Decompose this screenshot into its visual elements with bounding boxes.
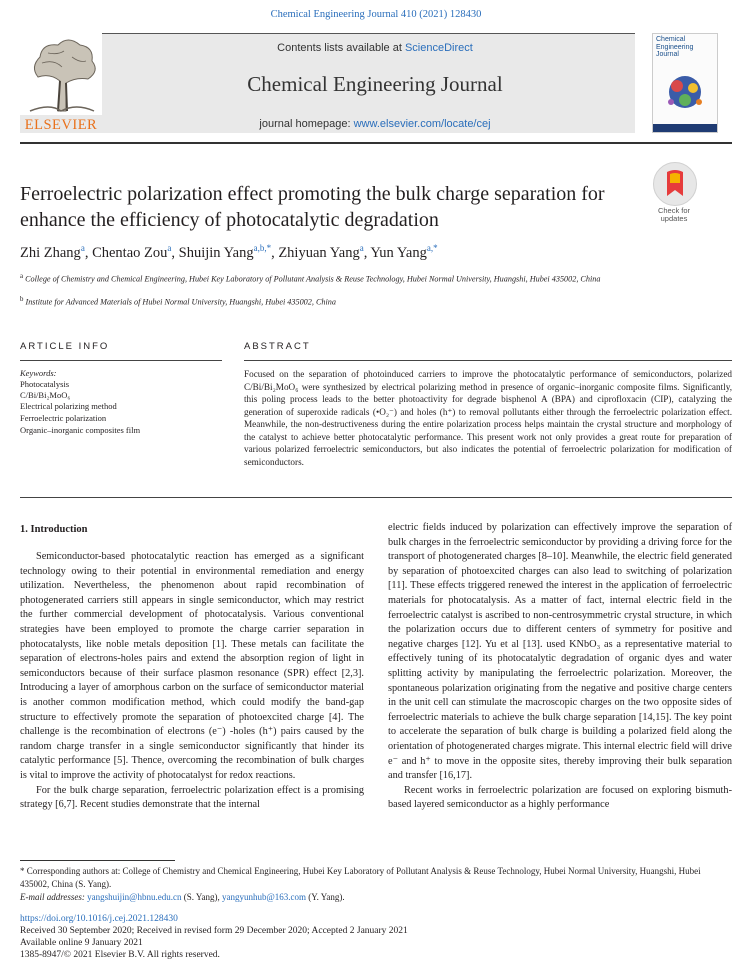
keyword: Electrical polarizing method bbox=[20, 401, 117, 411]
right-column bbox=[388, 521, 732, 813]
journal-name: Chemical Engineering Journal bbox=[247, 72, 503, 96]
keyword: Ferroelectric polarization bbox=[20, 413, 107, 423]
author[interactable]: Yun Yang$^{a,*}$ bbox=[370, 243, 438, 261]
received-dates: Received 30 September 2020; Received in revised form 29 December 2020; Accepted 2 January 2021 bbox=[20, 926, 408, 936]
elsevier-tree-logo bbox=[20, 33, 102, 115]
journal-homepage bbox=[150, 118, 600, 130]
publisher-logo-text: ELSEVIER bbox=[24, 117, 98, 133]
email-addresses: E-mail addresses: yangshuijin@hbnu.edu.cn (S. Yang), yangyunhub@163.com (Y. Yang). bbox=[20, 892, 345, 902]
homepage-prefix: journal homepage: bbox=[259, 118, 354, 130]
abstract-rule bbox=[244, 360, 732, 361]
cover-bottom-band bbox=[653, 124, 717, 132]
abstract-text: Focused on the separation of photoinduced carriers to improve the photocatalytic performance of semiconductors, polarized C/Bi/Bi₂MoO₆ were synthesized by electrical polarizing method in presence of organic–inorganic composite films. Significantly, this poling process leads to the better photoactivity for degrade bisphenol A (BPA) and ciprofloxacin (CIP), catalyzing the generation of superoxide radicals (•O₂⁻) and holes (h⁺) to removal pollutants either through the ferroelectric polarization effect. Meanwhile, the non-destructiveness during the entire polarization process helps maintain the crystal structure and morphology of the catalyst to achieve better photocatalytic performance. This present work not only provides a great route for preparation of various polarized ferroelectric semiconductors, but also indicates the potential of ferroelectric polarization for modification of semiconductors. bbox=[244, 369, 732, 467]
abstract-heading: ABSTRACT bbox=[244, 341, 311, 352]
homepage-link[interactable]: www.elsevier.com/locate/cej bbox=[353, 118, 491, 130]
keyword: C/Bi/Bi₂MoO₆ bbox=[20, 390, 71, 400]
keyword: Organic–inorganic composites film bbox=[20, 425, 141, 435]
author[interactable]: Chentao Zou$^a$ bbox=[92, 243, 172, 261]
cover-title: Chemical Engineering Journal bbox=[656, 36, 694, 58]
paragraph: electric fields induced by polarization can effectively improve the separation of bulk charges in the ferroelectric semiconductor by providing a driving force for the transport of photogenerated charges [8–10]. Meanwhile, the electric field generated by separation of photoexcited charges can also lead to switching of polarization [11]. These effects triggered renewed the interest in the application of ferroelectric materials for photocatalysis. As a matter of fact, internal electric field in the ferroelectric catalyst is ascribed to non-centrosymmetric crystal structure, in which the polarization occurs due to different centers of symmetry for positive and negative charges [12]. Yu et al [13]. used KNbO₃ as a representative material to effectively tuning of its photocatalytic degradation of organic dyes and water splitting activity by manipulating the ferroelectric polarization. Moreover, the spontaneous polarization originating from the negative and positive charge centers in the unit cell can stimulate the macroscopic charges on the two opposite sides of ferroelectric materials to achieve the bulk charge separation [14,15]. The key point to accelerate the separation of bulk charge is building a polarized field along the orientation of photogenerated charges migrate. This internal electric field will drive e⁻ and h⁺ to move in the opposite sites, thereby improving their bulk separation and transfer [16,17]. bbox=[388, 522, 732, 782]
paragraph: Recent works in ferroelectric polarization are focused on exploring bismuth-based layered semiconductor as a highly performance bbox=[388, 784, 732, 811]
email-link[interactable]: yangyunhub@163.com bbox=[221, 892, 306, 902]
copyright: 1385-8947/© 2021 Elsevier B.V. All rights reserved. bbox=[20, 950, 220, 960]
corresponding-author-note: * Corresponding authors at: College of Chemistry and Chemical Engineering, Hubei Key Laboratory of Pollutant Analysis & Reuse Technology, Hubei Normal University, Huangshi, Hubei 435002, China (S. Yang). bbox=[20, 866, 701, 889]
contents-prefix: Contents lists available at bbox=[277, 42, 405, 54]
article-title: Ferroelectric polarization effect promoting the bulk charge separation for enhance the efficiency of photocatalytic degradation bbox=[20, 183, 605, 231]
left-column bbox=[20, 550, 364, 813]
paragraph: Semiconductor-based photocatalytic reaction has emerged as a significant technology owing to their potential in environmental remediation and energy utilization. Nevertheless, the phenomenon about rapid recombination of photogenerated carriers still appears in single semiconductor, which may restrict the further commercial development of photocatalysis. Various conventional strategies have been employed to promote the charge carrier separation in photocatalysts, like noble metals deposition [1]. These metals can facilitate the separation of electrons-holes pairs and extend the absorption region of light in semiconductors because of their surface plasmon resonance (SPR) effect [2,3]. Introducing a layer of amorphous carbon on the surface of semiconductor material is another common modification method, which could modify the band-gap structure to effectively promote the separation of photoexcited charge [4]. The challenge is the recombination of electrons (e⁻) -holes (h⁺) pairs caused by the random charge transfer in a single semiconductor significantly that hinder its catalytic performance [5]. Thence, overcoming the recombination of bulk charges is vital to improve the activity of photocatalyst for redox reactions. bbox=[20, 551, 364, 781]
footnote-rule bbox=[20, 860, 175, 861]
paragraph: For the bulk charge separation, ferroelectric polarization effect is a promising strategy [6,7]. Recent studies demonstrate that the internal bbox=[20, 784, 364, 811]
journal-citation[interactable]: Chemical Engineering Journal 410 (2021) 128430 bbox=[270, 9, 482, 20]
author[interactable]: Zhiyuan Yang$^a$ bbox=[278, 243, 364, 261]
check-for-updates-badge[interactable] bbox=[653, 162, 697, 206]
available-online: Available online 9 January 2021 bbox=[20, 938, 143, 948]
article-info-rule bbox=[20, 360, 222, 361]
keyword: Photocatalysis bbox=[20, 379, 70, 389]
journal-cover-thumbnail[interactable] bbox=[652, 33, 718, 133]
cover-illustration-icon bbox=[661, 68, 709, 116]
article-info-heading: ARTICLE INFO bbox=[20, 341, 110, 352]
section-heading-introduction: 1. Introduction bbox=[20, 524, 88, 535]
author[interactable]: Shuijin Yang$^{a,b,*}$ bbox=[178, 243, 272, 261]
contents-available bbox=[150, 42, 600, 54]
affiliation-a: $^a$ College of Chemistry and Chemical Engineering, Hubei Key Laboratory of Pollutant Analysis & Reuse Technology, Hubei Normal University, Huangshi, Hubei 435002, China bbox=[20, 273, 601, 284]
keywords-label: Keywords: bbox=[20, 368, 57, 378]
sciencedirect-link[interactable]: ScienceDirect bbox=[404, 42, 473, 54]
affiliation-b: $^b$ Institute for Advanced Materials of Hubei Normal University, Huangshi, Hubei 435002, China bbox=[20, 296, 336, 307]
bookmark-icon bbox=[654, 163, 696, 205]
author[interactable]: Zhi Zhang$^a$ bbox=[20, 243, 85, 261]
header-rule bbox=[20, 142, 732, 144]
author-list: Zhi Zhang$^a$, Chentao Zou$^a$, Shuijin Yang$^{a,b,*}$, Zhiyuan Yang$^a$, Yun Yang$^{a,*}$ bbox=[20, 243, 438, 261]
email-link[interactable]: yangshuijin@hbnu.edu.cn bbox=[87, 892, 182, 902]
doi-link[interactable]: https://doi.org/10.1016/j.cej.2021.128430 bbox=[20, 914, 178, 924]
check-for-updates-label[interactable]: Check for updates bbox=[657, 206, 691, 223]
abstract-bottom-rule bbox=[20, 497, 732, 498]
